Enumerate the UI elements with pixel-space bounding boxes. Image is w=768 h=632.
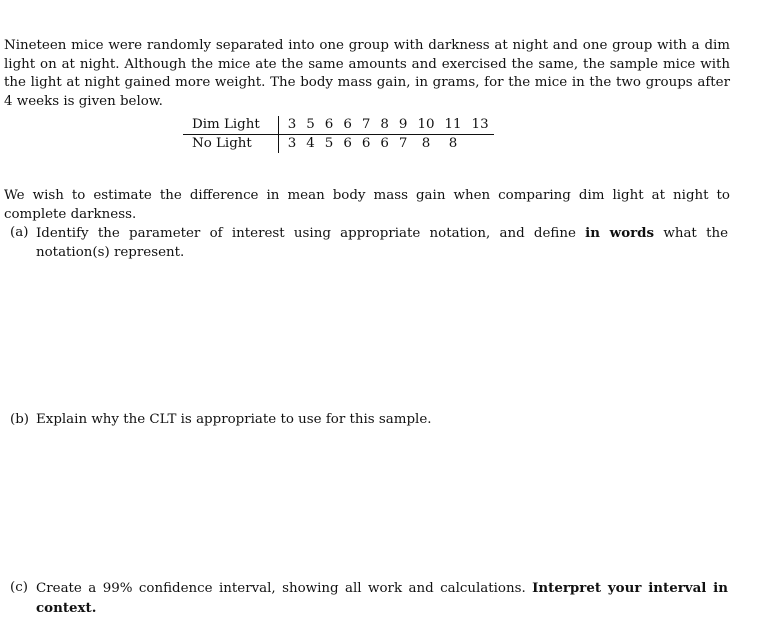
- table-cell: 8: [375, 116, 394, 135]
- question-part-c: [10, 579, 728, 618]
- part-b-text: Explain why the CLT is appropriate to use for this sample.: [36, 412, 432, 427]
- question-part-a: [10, 224, 728, 262]
- part-marker-a: (a): [10, 225, 29, 240]
- table-cell: 6: [380, 136, 389, 151]
- table-cell: 11: [440, 116, 467, 135]
- table-cell: 8: [448, 136, 458, 151]
- table-row-no-light: [183, 135, 494, 154]
- table-row-dim-light: [183, 116, 494, 135]
- table-cell: 7: [398, 136, 408, 151]
- table-cell-empty: [467, 135, 494, 154]
- problem-intro: Nineteen mice were randomly separated into one group with darkness at night and one group with a dim light on at night. Although the mice ate the same amounts and exercised the same, the sample mice with the light at night gained more weight. The body mass gain, in grams, for the mice in the two groups after 4 weeks is given below.: [4, 38, 730, 109]
- table-cell: 10: [412, 116, 439, 135]
- part-a-text-after: what the notation(s) represent.: [36, 226, 729, 260]
- table-cell: 5: [324, 136, 334, 151]
- question-part-b: [10, 411, 728, 430]
- part-c-emphasis: Interpret your interval in context.: [36, 580, 728, 616]
- part-c-text: [36, 579, 728, 618]
- table-cell: 3: [278, 116, 301, 135]
- table-cell: 4: [306, 136, 315, 151]
- table-cell: 6: [361, 136, 371, 151]
- part-a-emphasis: in words: [585, 225, 655, 241]
- table-cell: 6: [343, 136, 352, 151]
- row-label-no-light: No Light: [183, 135, 278, 154]
- table-cell: 6: [338, 116, 357, 135]
- table-cell: 9: [394, 116, 413, 135]
- table-cell: 6: [320, 116, 339, 135]
- row-label-dim-light: Dim Light: [183, 116, 278, 135]
- part-c-text-before: Create a 99% confidence interval, showing all work and calculations.: [36, 581, 533, 596]
- part-a-text-before: Identify the parameter of interest using appropriate notation, and define: [36, 226, 586, 241]
- part-marker-b: (b): [10, 412, 30, 427]
- table-cell: 5: [301, 116, 320, 135]
- estimation-goal: We wish to estimate the difference in mean body mass gain when comparing dim light at night to complete darkness.: [4, 188, 730, 222]
- part-a-text: [36, 224, 728, 262]
- table-cell: 3: [287, 136, 297, 151]
- table-cell: 13: [467, 116, 494, 135]
- table-cell: 7: [357, 116, 376, 135]
- part-marker-c: (c): [10, 580, 28, 595]
- mass-gain-table: [183, 116, 494, 153]
- table-cell: 8: [421, 136, 431, 151]
